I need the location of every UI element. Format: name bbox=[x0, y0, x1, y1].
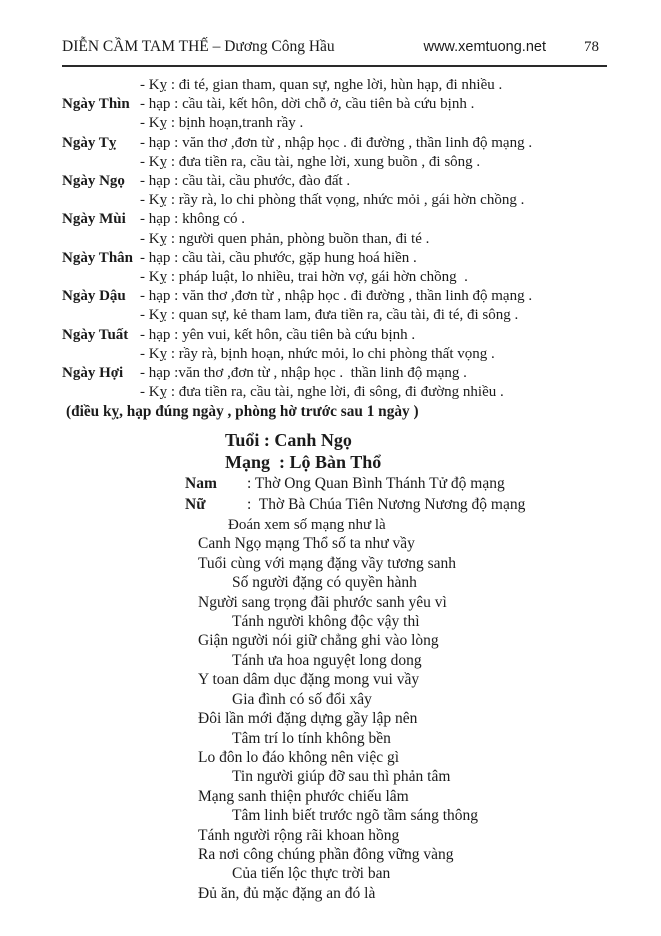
day-hap-line: - hạp : cầu tài, cầu phước, gặp hung hoá hiền . bbox=[140, 249, 417, 266]
day-ky-line: - Kỵ : pháp luật, lo nhiều, trai hờn vợ, gái hờn chồng . bbox=[140, 269, 468, 286]
day-row bbox=[62, 364, 607, 402]
poem-line: Giận người nói giữ chẳng ghi vào lòng bbox=[198, 632, 439, 650]
day-hap-line: - hạp : không có . bbox=[140, 211, 245, 228]
poem-line: Canh Ngọ mạng Thổ số ta như vầy bbox=[198, 535, 415, 553]
male-worship-text: : Thờ Ong Quan Bình Thánh Tử độ mạng bbox=[247, 474, 505, 492]
day-hap-line: - hạp :văn thơ ,đơn từ , nhập học . thần linh độ mạng . bbox=[140, 365, 467, 382]
destiny-profile bbox=[62, 429, 607, 535]
poem-line: Đôi lần mới đặng dựng gầy lập nên bbox=[198, 710, 418, 728]
day-row bbox=[62, 326, 607, 364]
poem-line: Người sang trọng đãi phước sanh yêu vì bbox=[198, 593, 447, 611]
poem-line: Tánh người rộng rãi khoan hồng bbox=[198, 826, 400, 844]
poem-line: Ra nơi công chúng phần đông vững vàng bbox=[198, 845, 454, 863]
day-hap-line: - hạp : cầu tài, kết hôn, dời chỗ ở, cầu tiên bà cứu bịnh . bbox=[140, 96, 475, 113]
page-header bbox=[62, 38, 607, 67]
poem-line: Gia đình có số đổi xây bbox=[232, 690, 372, 708]
poem-line: Tánh ưa hoa nguyệt long dong bbox=[232, 651, 422, 669]
poem-line: Số người đặng có quyền hành bbox=[232, 574, 417, 592]
website-url: www.xemtuong.net bbox=[423, 39, 546, 55]
page-number: 78 bbox=[584, 39, 599, 55]
day-hap-line: - hạp : văn thơ ,đơn từ , nhập học . đi đường , thần linh độ mạng . bbox=[140, 288, 533, 305]
male-label: Nam bbox=[185, 474, 217, 492]
day-luck-list bbox=[62, 76, 607, 402]
poem-line: Mạng sanh thiện phước chiếu lâm bbox=[198, 787, 409, 805]
day-ky-line: - Kỵ : đi té, gian tham, quan sự, nghe lời, hùn hạp, đi nhiều . bbox=[140, 77, 503, 93]
day-row bbox=[62, 287, 607, 325]
female-worship-row bbox=[185, 494, 607, 516]
day-row bbox=[62, 249, 607, 287]
poem-line: Tuổi cùng với mạng đặng vầy tương sanh bbox=[198, 554, 456, 572]
day-hap-line: - hạp : cầu tài, cầu phước, đào đất . bbox=[140, 173, 351, 190]
day-ky-line: - Kỵ : bịnh hoạn,tranh rầy . bbox=[140, 115, 304, 132]
poem-line: Tin người giúp đỡ sau thì phản tâm bbox=[232, 768, 451, 786]
day-row bbox=[62, 210, 607, 248]
male-worship-row bbox=[185, 473, 607, 495]
day-label: Ngày Tuất bbox=[62, 326, 129, 343]
poem-line: Tâm trí lo tính không bền bbox=[232, 729, 391, 747]
poem-line: Tâm linh biết trước ngõ tầm sáng thông bbox=[232, 807, 479, 825]
poem-intro: Đoán xem số mạng như là bbox=[228, 516, 386, 533]
book-title: DIỄN CẦM TAM THẾ – Dương Công Hầu bbox=[62, 38, 335, 55]
day-label: Ngày Tỵ bbox=[62, 134, 117, 151]
day-row bbox=[62, 134, 607, 172]
day-ky-line: - Kỵ : người quen phản, phòng buồn than, đi té . bbox=[140, 230, 430, 247]
day-label: Ngày Thân bbox=[62, 249, 134, 266]
day-row bbox=[62, 76, 607, 95]
day-ky-line: - Kỵ : đưa tiền ra, cầu tài, nghe lời, đi sông, đi đường nhiều . bbox=[140, 384, 504, 401]
age-heading: Tuổi : Canh Ngọ bbox=[225, 429, 352, 450]
poem-line: Của tiến lộc thực trời ban bbox=[232, 865, 391, 883]
female-worship-text: : Thờ Bà Chúa Tiên Nương Nương độ mạng bbox=[247, 496, 526, 514]
element-heading: Mạng : Lộ Bàn Thổ bbox=[225, 451, 382, 472]
day-label: Ngày Ngọ bbox=[62, 173, 125, 190]
day-ky-line: - Kỵ : quan sự, kẻ tham lam, đưa tiền ra, cầu tài, đi té, đi sông . bbox=[140, 307, 519, 324]
destiny-poem bbox=[198, 534, 607, 903]
poem-line: Đủ ăn, đủ mặc đặng an đó là bbox=[198, 884, 376, 902]
day-ky-line: - Kỵ : rầy rà, lo chi phòng thất vọng, nhức mỏi , gái hờn chồng . bbox=[140, 192, 525, 209]
day-label bbox=[62, 76, 140, 95]
day-label: Ngày Mùi bbox=[62, 211, 126, 228]
day-label: Ngày Thìn bbox=[62, 96, 130, 113]
poem-line: Tánh người không độc vậy thì bbox=[232, 613, 420, 631]
female-label: Nữ bbox=[185, 496, 206, 514]
poem-line: Lo đôn lo đáo không nên việc gì bbox=[198, 748, 400, 766]
day-ky-line: - Kỵ : rầy rà, bịnh hoạn, nhức mỏi, lo chi phòng thất vọng . bbox=[140, 345, 495, 362]
day-ky-line: - Kỵ : đưa tiền ra, cầu tài, nghe lời, xung buồn , đi sông . bbox=[140, 153, 481, 170]
day-hap-line: - hạp : yên vui, kết hôn, cầu tiên bà cứu bịnh . bbox=[140, 326, 416, 343]
day-row bbox=[62, 172, 607, 210]
day-label: Ngày Hợi bbox=[62, 365, 124, 382]
day-label: Ngày Dậu bbox=[62, 288, 126, 305]
day-row bbox=[62, 95, 607, 133]
day-hap-line: - hạp : văn thơ ,đơn từ , nhập học . đi đường , thần linh độ mạng . bbox=[140, 134, 533, 151]
taboo-note: (điều kỵ, hạp đúng ngày , phòng hờ trước sau 1 ngày ) bbox=[66, 403, 419, 421]
poem-line: Y toan dâm dục đặng mong vui vầy bbox=[198, 671, 420, 689]
